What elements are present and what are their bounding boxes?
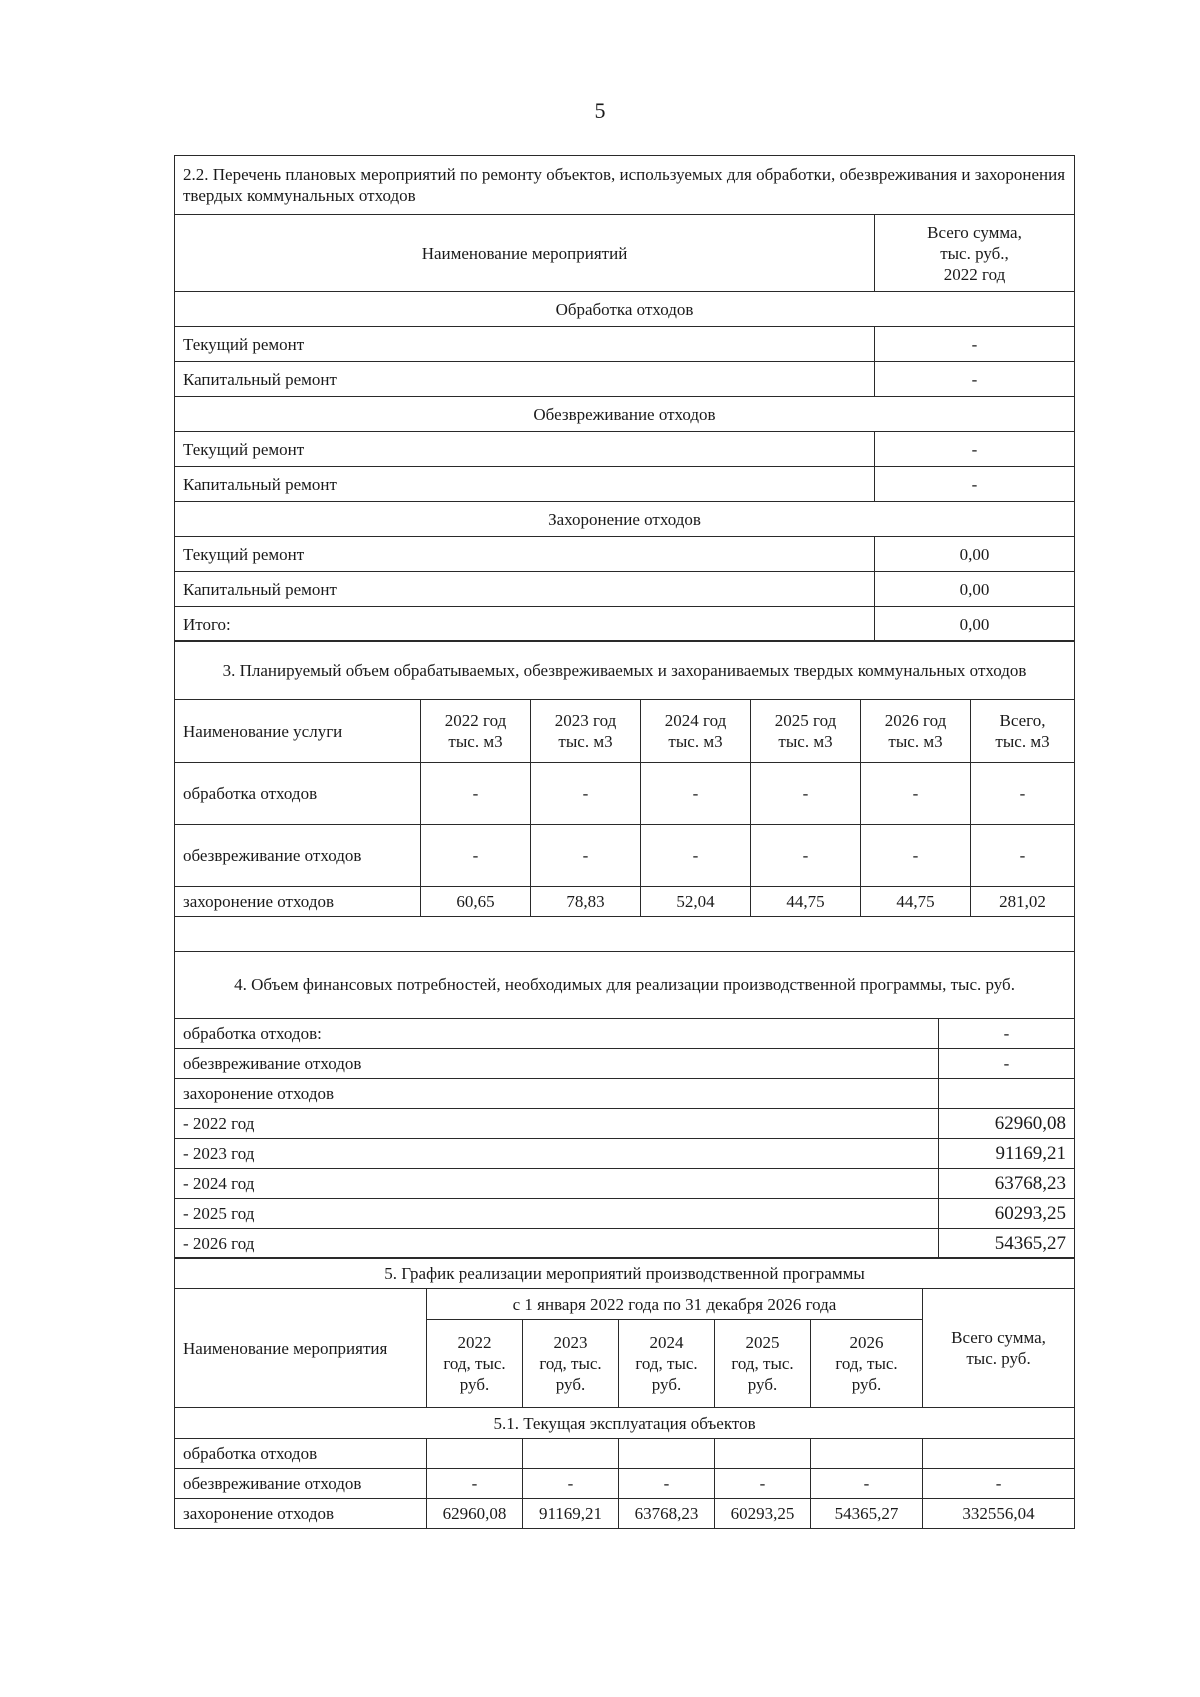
cell-value: - <box>971 825 1075 887</box>
header-line: тыс. м3 <box>558 732 613 752</box>
table-row <box>175 1018 1075 1048</box>
header-line: год, тыс. <box>835 1354 898 1374</box>
row-value: - <box>875 362 1075 397</box>
column-header-year <box>523 1320 619 1408</box>
row-name: захоронение отходов <box>175 1499 427 1529</box>
row-name: Капитальный ремонт <box>175 572 875 607</box>
table-row <box>175 1198 1075 1228</box>
row-value: 0,00 <box>875 537 1075 572</box>
cell-value: - <box>751 763 861 825</box>
header-line: тыс. руб., <box>940 243 1009 263</box>
page-number: 5 <box>594 98 606 123</box>
header-line: Всего, <box>999 711 1046 731</box>
cell-value: - <box>619 1469 715 1499</box>
cell-value: - <box>923 1469 1075 1499</box>
table-row <box>175 763 1075 825</box>
cell-value <box>811 1439 923 1469</box>
table-row <box>175 327 1075 362</box>
column-header-year <box>811 1320 923 1408</box>
column-header-name: Наименование мероприятия <box>175 1289 427 1408</box>
cell-value: 78,83 <box>531 887 641 917</box>
header-line: 2026 год <box>884 711 947 731</box>
table-row <box>175 537 1075 572</box>
cell-value: - <box>641 825 751 887</box>
header-line: 2022 год <box>444 711 507 731</box>
header-line: год, тыс. <box>443 1354 506 1374</box>
schedule-table <box>174 1257 1075 1529</box>
section-5-title: 5. График реализации мероприятий производственной программы <box>175 1258 1075 1289</box>
table-row <box>175 887 1075 917</box>
header-line: 2025 год <box>774 711 837 731</box>
header-line: тыс. м3 <box>668 732 723 752</box>
cell-value: - <box>523 1469 619 1499</box>
row-value: - <box>939 1048 1075 1078</box>
header-line: руб. <box>459 1375 490 1395</box>
header-line: тыс. м3 <box>995 732 1050 752</box>
period-header: с 1 января 2022 года по 31 декабря 2026 года <box>427 1289 923 1320</box>
column-header-name: Наименование мероприятий <box>175 215 875 292</box>
column-header-year <box>751 700 861 763</box>
cell-value: - <box>531 763 641 825</box>
header-line: год, тыс. <box>635 1354 698 1374</box>
table-row <box>175 1138 1075 1168</box>
header-line: Всего сумма, <box>927 222 1022 242</box>
row-name: - 2023 год <box>175 1138 939 1168</box>
header-line: 2023 год <box>554 711 617 731</box>
header-line: тыс. м3 <box>778 732 833 752</box>
row-value: 0,00 <box>875 572 1075 607</box>
row-name: Итого: <box>175 607 875 642</box>
table-row <box>175 1168 1075 1198</box>
column-header-year <box>427 1320 523 1408</box>
column-header-year <box>715 1320 811 1408</box>
header-line: 2025 <box>745 1333 780 1353</box>
header-line: тыс. руб. <box>966 1349 1031 1369</box>
row-value: 0,00 <box>875 607 1075 642</box>
repair-plan-table <box>174 155 1075 642</box>
row-name: - 2025 год <box>175 1198 939 1228</box>
cell-value: 281,02 <box>971 887 1075 917</box>
section-2-2-title: 2.2. Перечень плановых мероприятий по ремонту объектов, используемых для обработки, обезвреживания и захоронения твердых коммунальных отходов <box>175 156 1075 215</box>
group-title-processing: Обработка отходов <box>175 292 1075 327</box>
row-name: Текущий ремонт <box>175 432 875 467</box>
cell-value: - <box>421 763 531 825</box>
header-line: 2024 <box>649 1333 684 1353</box>
header-line: 2022 год <box>943 264 1006 284</box>
cell-value <box>427 1439 523 1469</box>
table-row <box>175 825 1075 887</box>
table-row <box>175 1048 1075 1078</box>
row-value: 91169,21 <box>939 1138 1075 1168</box>
header-line: тыс. м3 <box>448 732 503 752</box>
table-row <box>175 1108 1075 1138</box>
cell-value: 60293,25 <box>715 1499 811 1529</box>
row-value: - <box>875 327 1075 362</box>
cell-value: 63768,23 <box>619 1499 715 1529</box>
financial-needs-table <box>174 951 1075 1259</box>
row-value <box>939 1078 1075 1108</box>
header-line: 2024 год <box>664 711 727 731</box>
row-name: обезвреживание отходов <box>175 825 421 887</box>
header-line: 2026 <box>849 1333 884 1353</box>
column-header-year <box>641 700 751 763</box>
header-line: руб. <box>651 1375 682 1395</box>
cell-value: - <box>861 825 971 887</box>
row-name: обработка отходов <box>175 763 421 825</box>
cell-value <box>619 1439 715 1469</box>
group-title-neutralization: Обезвреживание отходов <box>175 397 1075 432</box>
table-row <box>175 467 1075 502</box>
cell-value: - <box>751 825 861 887</box>
header-line: 2023 <box>553 1333 588 1353</box>
row-name: - 2026 год <box>175 1228 939 1258</box>
row-name: Текущий ремонт <box>175 537 875 572</box>
row-name: - 2022 год <box>175 1108 939 1138</box>
column-header-year <box>861 700 971 763</box>
cell-value: - <box>531 825 641 887</box>
volume-table <box>174 640 1075 952</box>
header-line: год, тыс. <box>731 1354 794 1374</box>
row-name: Капитальный ремонт <box>175 362 875 397</box>
blank-row <box>175 917 1075 952</box>
row-value: - <box>875 467 1075 502</box>
column-header-year <box>421 700 531 763</box>
header-line: руб. <box>747 1375 778 1395</box>
row-name: обработка отходов: <box>175 1018 939 1048</box>
row-value: - <box>939 1018 1075 1048</box>
subsection-title: 5.1. Текущая эксплуатация объектов <box>175 1408 1075 1439</box>
table-row <box>175 432 1075 467</box>
row-name: обезвреживание отходов <box>175 1469 427 1499</box>
cell-value <box>923 1439 1075 1469</box>
cell-value: 44,75 <box>861 887 971 917</box>
cell-value: 44,75 <box>751 887 861 917</box>
row-value: 63768,23 <box>939 1168 1075 1198</box>
column-header-total <box>875 215 1075 292</box>
cell-value: - <box>641 763 751 825</box>
cell-value: - <box>861 763 971 825</box>
cell-value: - <box>421 825 531 887</box>
cell-value: 52,04 <box>641 887 751 917</box>
table-row <box>175 572 1075 607</box>
header-line: руб. <box>851 1375 882 1395</box>
table-row <box>175 1499 1075 1529</box>
row-name: захоронение отходов <box>175 887 421 917</box>
column-header-total <box>923 1289 1075 1408</box>
row-name: обезвреживание отходов <box>175 1048 939 1078</box>
section-3-title: 3. Планируемый объем обрабатываемых, обезвреживаемых и захораниваемых твердых коммунальных отходов <box>175 641 1075 700</box>
row-value: - <box>875 432 1075 467</box>
cell-value: 60,65 <box>421 887 531 917</box>
cell-value: - <box>811 1469 923 1499</box>
document-sheet <box>174 155 1074 1529</box>
header-line: 2022 <box>457 1333 492 1353</box>
table-row <box>175 1439 1075 1469</box>
row-name: захоронение отходов <box>175 1078 939 1108</box>
column-header-year <box>619 1320 715 1408</box>
table-row <box>175 1228 1075 1258</box>
row-name: Текущий ремонт <box>175 327 875 362</box>
cell-value: 332556,04 <box>923 1499 1075 1529</box>
header-line: год, тыс. <box>539 1354 602 1374</box>
row-value: 54365,27 <box>939 1228 1075 1258</box>
table-row <box>175 1078 1075 1108</box>
header-line: тыс. м3 <box>888 732 943 752</box>
table-row <box>175 362 1075 397</box>
cell-value: - <box>971 763 1075 825</box>
row-value: 60293,25 <box>939 1198 1075 1228</box>
row-name: Капитальный ремонт <box>175 467 875 502</box>
column-header-year <box>531 700 641 763</box>
cell-value: 91169,21 <box>523 1499 619 1529</box>
row-value: 62960,08 <box>939 1108 1075 1138</box>
cell-value: 54365,27 <box>811 1499 923 1529</box>
table-row-total <box>175 607 1075 642</box>
group-title-disposal: Захоронение отходов <box>175 502 1075 537</box>
column-header-total <box>971 700 1075 763</box>
section-4-title: 4. Объем финансовых потребностей, необходимых для реализации производственной программы, тыс. руб. <box>175 951 1075 1018</box>
row-name: - 2024 год <box>175 1168 939 1198</box>
cell-value <box>523 1439 619 1469</box>
cell-value: 62960,08 <box>427 1499 523 1529</box>
table-row <box>175 1469 1075 1499</box>
header-line: Всего сумма, <box>951 1328 1046 1348</box>
header-line: руб. <box>555 1375 586 1395</box>
column-header-service: Наименование услуги <box>175 700 421 763</box>
cell-value <box>715 1439 811 1469</box>
cell-value: - <box>427 1469 523 1499</box>
row-name: обработка отходов <box>175 1439 427 1469</box>
cell-value: - <box>715 1469 811 1499</box>
